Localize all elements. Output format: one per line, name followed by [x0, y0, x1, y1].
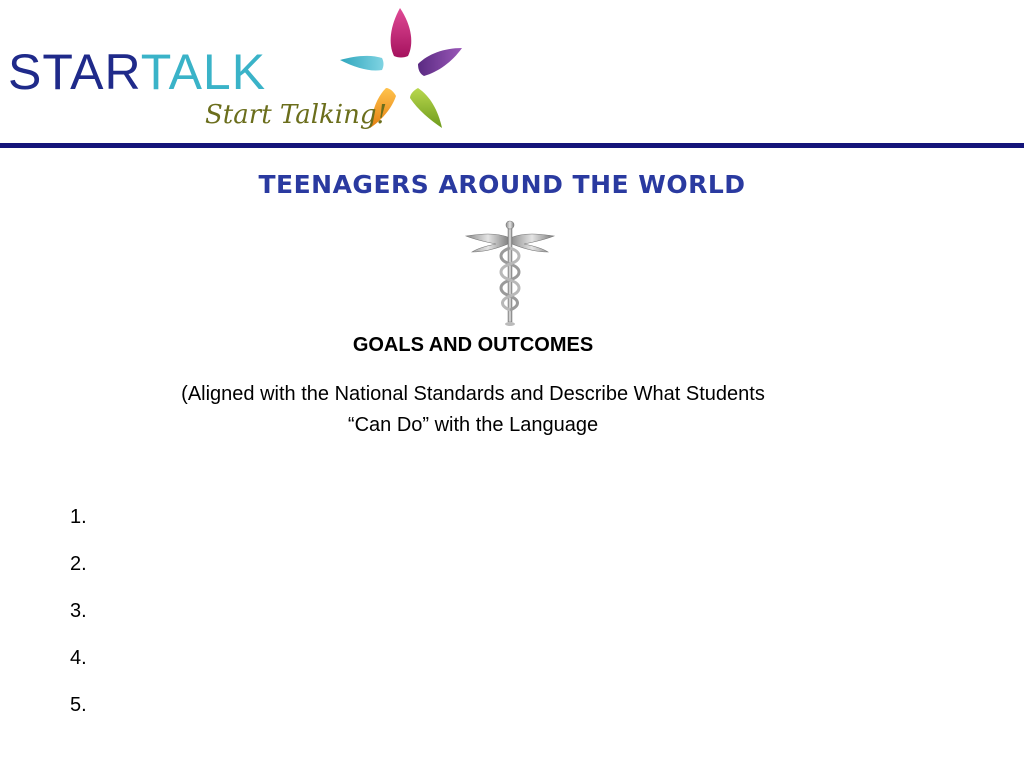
logo-word-star: STAR [8, 44, 141, 100]
goals-subtitle [0, 379, 946, 441]
page-title: TEENAGERS AROUND THE WORLD [258, 170, 746, 199]
goals-subtitle-line2: “Can Do” with the Language [347, 414, 599, 436]
startalk-logo [0, 0, 480, 145]
goals-subtitle-line1: (Aligned with the National Standards and Describe What Students [181, 383, 765, 405]
goals-list [70, 505, 87, 740]
goals-heading: GOALS AND OUTCOMES [352, 334, 594, 356]
header-divider [0, 143, 1024, 148]
caduceus-icon [462, 218, 558, 326]
logo-wordmark [8, 42, 266, 102]
logo-tagline: Start Talking! [205, 100, 387, 130]
list-item: 2. [70, 553, 87, 575]
logo-word-talk: TALK [140, 44, 267, 100]
list-item: 1. [70, 506, 87, 528]
list-item: 5. [70, 694, 87, 716]
list-item: 3. [70, 600, 87, 622]
list-item: 4. [70, 647, 87, 669]
